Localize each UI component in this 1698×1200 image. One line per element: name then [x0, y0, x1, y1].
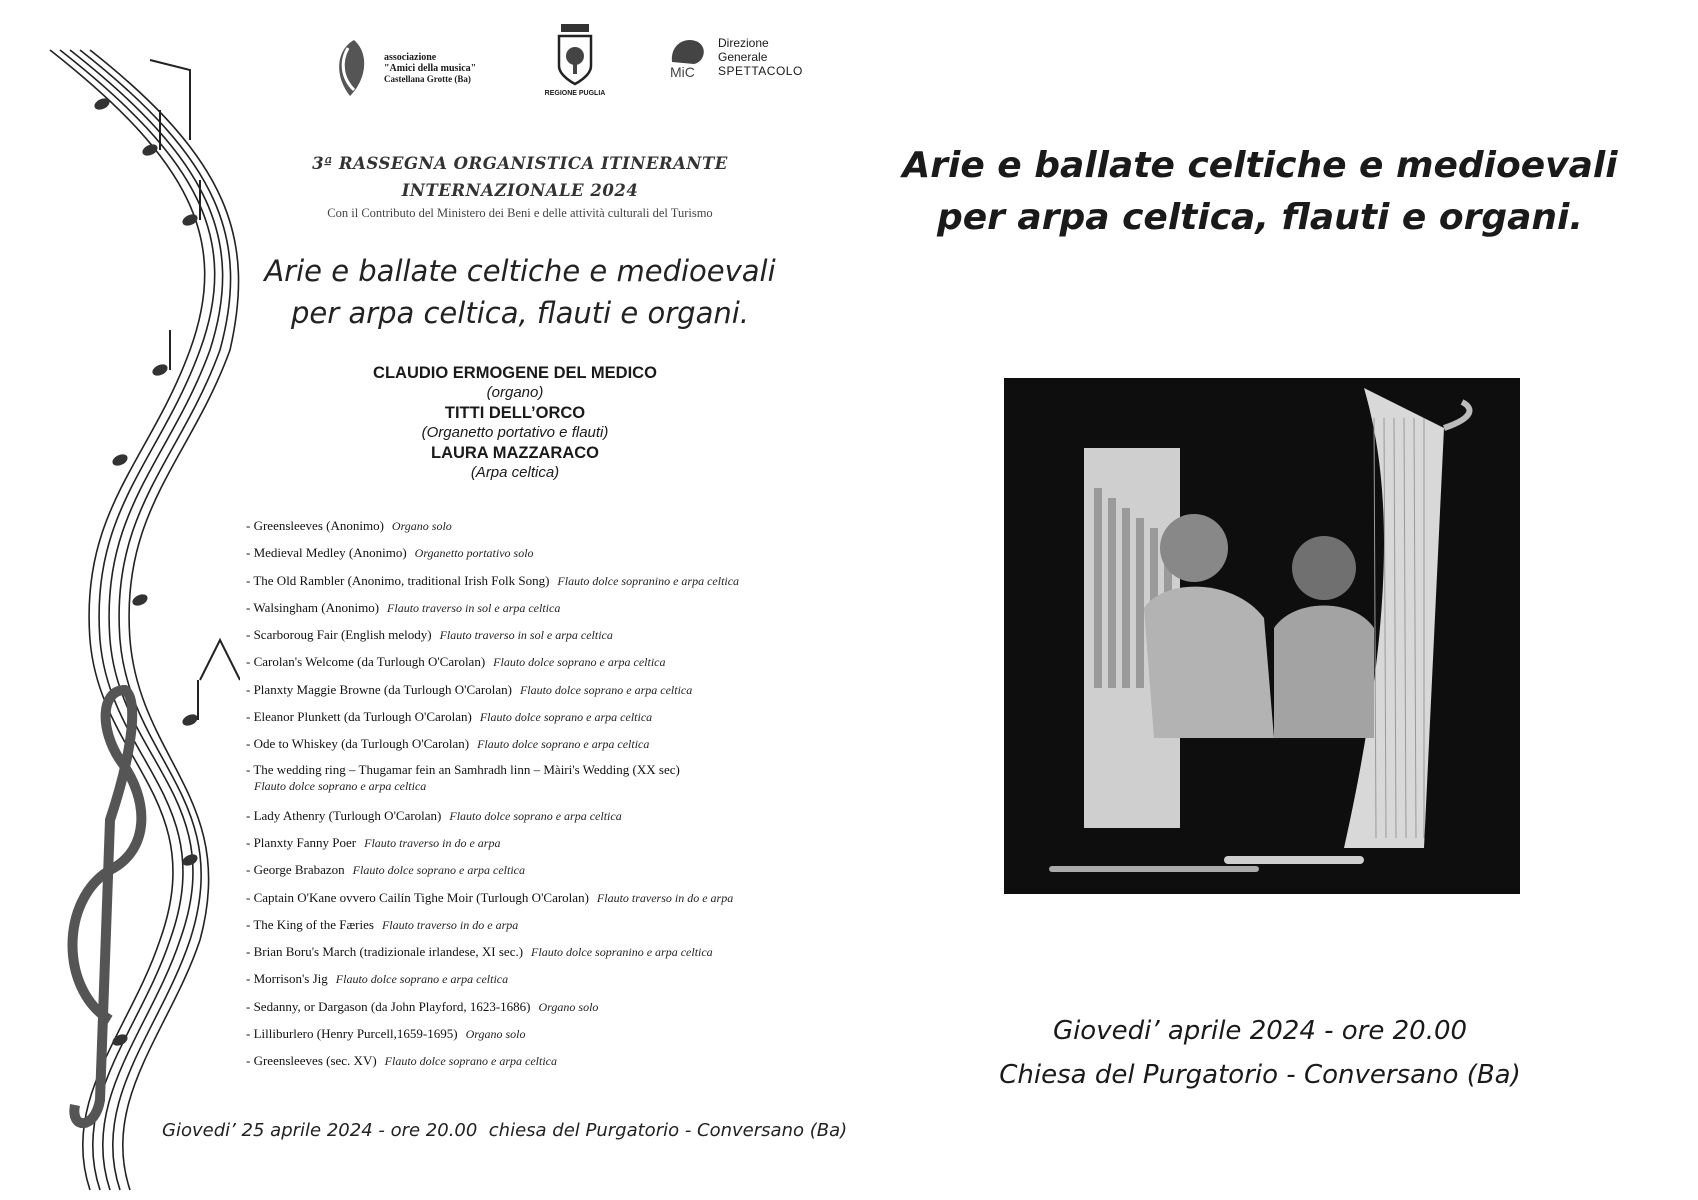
program-item	[246, 806, 836, 833]
program-item	[246, 734, 836, 761]
association-line1: associazione	[384, 51, 437, 63]
program-item	[246, 707, 836, 734]
program-item-detail: Flauto dolce soprano e arpa celtica	[519, 682, 693, 697]
program-item-title: - Greensleeves (sec. XV)	[246, 1053, 377, 1069]
music-staff-decoration	[40, 40, 240, 1200]
program-item-title: - Walsingham (Anonimo)	[246, 599, 380, 615]
mic-line1: Direzione	[718, 36, 769, 50]
program-item-title: - Morrison's Jig	[246, 971, 328, 987]
program-item	[246, 516, 836, 543]
program-item	[246, 1051, 836, 1078]
left-title-line2: per arpa celtica, flauti e organi.	[291, 296, 749, 330]
program-item	[246, 625, 836, 652]
program-list	[246, 516, 836, 1079]
right-date: Giovedi’ aprile 2024 - ore 20.00	[1052, 1016, 1468, 1046]
association-logo	[330, 36, 476, 100]
performer-role: (Arpa celtica)	[470, 464, 560, 481]
program-item	[246, 571, 836, 598]
program-item-title: - Scarboroug Fair (English melody)	[246, 627, 432, 643]
mic-logo	[664, 32, 803, 82]
program-item-title: - Brian Boru's March (tradizionale irlandese, XI sec.)	[246, 944, 524, 960]
program-item-title: - Sedanny, or Dargason (da John Playford, 1623-1686)	[246, 998, 531, 1014]
festival-line1: 3ª RASSEGNA ORGANISTICA ITINERANTE	[312, 154, 728, 173]
program-item-detail: Flauto traverso in do e arpa	[381, 917, 519, 932]
program-item-detail: Flauto dolce soprano e arpa celtica	[493, 655, 666, 670]
program-item	[246, 833, 836, 860]
program-item-detail: Flauto dolce soprano e arpa celtica	[477, 737, 650, 752]
association-line2: "Amici della musica"	[384, 62, 477, 74]
program-item-title: - Planxty Maggie Browne (da Turlough O'Carolan)	[246, 681, 512, 697]
program-item-detail: Flauto dolce soprano e arpa celtica	[384, 1054, 557, 1069]
program-item	[246, 598, 836, 625]
program-item-title: - Lilliburlero (Henry Purcell,1659-1695)	[246, 1026, 458, 1042]
program-item-detail: Flauto dolce sopranino e arpa celtica	[531, 945, 713, 960]
program-item-detail: Organo solo	[391, 519, 452, 533]
program-item	[246, 997, 836, 1024]
left-footer: Giovedi’ 25 aprile 2024 - ore 20.00 chiesa del Purgatorio - Conversano (Ba)	[162, 1120, 848, 1141]
program-item	[246, 543, 836, 570]
performer-role: (organo)	[486, 384, 544, 401]
program-item-title: - Captain O'Kane ovvero Cailín Tighe Moir (Turlough O'Carolan)	[246, 889, 589, 905]
performer-name: CLAUDIO ERMOGENE DEL MEDICO	[373, 364, 657, 382]
mic-line2: Generale	[718, 50, 768, 64]
program-item-detail: Flauto dolce soprano e arpa celtica	[449, 808, 622, 823]
festival-heading	[270, 150, 770, 222]
program-item	[246, 762, 836, 806]
program-item	[246, 915, 836, 942]
program-item	[246, 942, 836, 969]
right-title-line2: per arpa celtica, flauti e organi.	[936, 197, 1584, 238]
region-label: REGIONE PUGLIA	[544, 90, 606, 97]
program-item-detail: Flauto traverso in sol e arpa celtica	[387, 600, 561, 615]
program-item-detail: Flauto traverso in sol e arpa celtica	[439, 628, 613, 643]
program-item	[246, 680, 836, 707]
program-item-detail: Organo solo	[538, 999, 599, 1014]
program-item-detail: Flauto dolce soprano e arpa celtica	[352, 863, 525, 878]
program-item-title: - The King of the Færies	[246, 916, 374, 932]
program-item-title: - Carolan's Welcome (da Turlough O'Carolan)	[246, 654, 486, 670]
festival-line2: INTERNAZIONALE 2024	[401, 181, 639, 200]
program-item-title: - Medieval Medley (Anonimo)	[246, 545, 407, 561]
program-item-detail: Flauto dolce sopranino e arpa celtica	[557, 573, 740, 588]
performers	[300, 363, 730, 483]
association-emblem-icon	[330, 36, 376, 100]
program-item-title: - Greensleeves (Anonimo)	[246, 518, 384, 533]
performer-role: (Organetto portativo e flauti)	[421, 424, 609, 441]
program-item-detail: Flauto dolce soprano e arpa celtica	[479, 710, 653, 725]
program-item	[246, 969, 836, 996]
mic-mark: MiC	[670, 64, 695, 80]
program-item	[246, 860, 836, 887]
program-item-title: - Ode to Whiskey (da Turlough O'Carolan)	[246, 736, 470, 752]
right-venue: Chiesa del Purgatorio - Conversano (Ba)	[999, 1060, 1521, 1090]
program-item-detail: Flauto traverso in do e arpa	[364, 835, 501, 850]
program-item-title: - Lady Athenry (Turlough O'Carolan)	[246, 807, 442, 823]
program-item-detail: Organetto portativo solo	[414, 546, 534, 561]
performer-name: TITTI DELL’ORCO	[444, 404, 586, 422]
program-item-detail: Organo solo	[465, 1027, 526, 1042]
program-item-detail: Flauto dolce soprano e arpa celtica	[254, 778, 427, 793]
program-item-title: - Planxty Fanny Poer	[246, 834, 357, 850]
left-title	[200, 250, 840, 334]
program-item-title: - The wedding ring – Thugamar fein an Samhradh linn – Màiri's Wedding (XX sec)	[246, 761, 680, 777]
program-item-title: - George Brabazon	[246, 862, 345, 878]
program-item-title: - Eleanor Plunkett (da Turlough O'Carolan)	[246, 709, 472, 725]
region-crest-icon	[553, 22, 597, 86]
contribution-note: Con il Contributo del Ministero dei Beni e delle attività culturali del Turismo	[327, 206, 713, 220]
right-title	[900, 140, 1620, 244]
performer-name: LAURA MAZZARACO	[430, 444, 600, 462]
mic-line3: SPETTACOLO	[718, 64, 803, 78]
right-title-line1: Arie e ballate celtiche e medioevali	[902, 145, 1618, 186]
program-item-detail: Flauto dolce soprano e arpa celtica	[335, 972, 509, 987]
association-line3: Castellana Grotte (Ba)	[384, 73, 471, 84]
program-item-title: - The Old Rambler (Anonimo, traditional Irish Folk Song)	[246, 572, 550, 588]
program-item	[246, 888, 836, 915]
photo-illustration	[1004, 378, 1520, 894]
program-item	[246, 652, 836, 679]
program-item	[246, 1024, 836, 1051]
region-logo	[540, 22, 610, 97]
program-item-detail: Flauto traverso in do e arpa	[596, 890, 734, 905]
left-title-line1: Arie e ballate celtiche e medioevali	[264, 254, 776, 288]
performers-photo	[1004, 378, 1520, 894]
